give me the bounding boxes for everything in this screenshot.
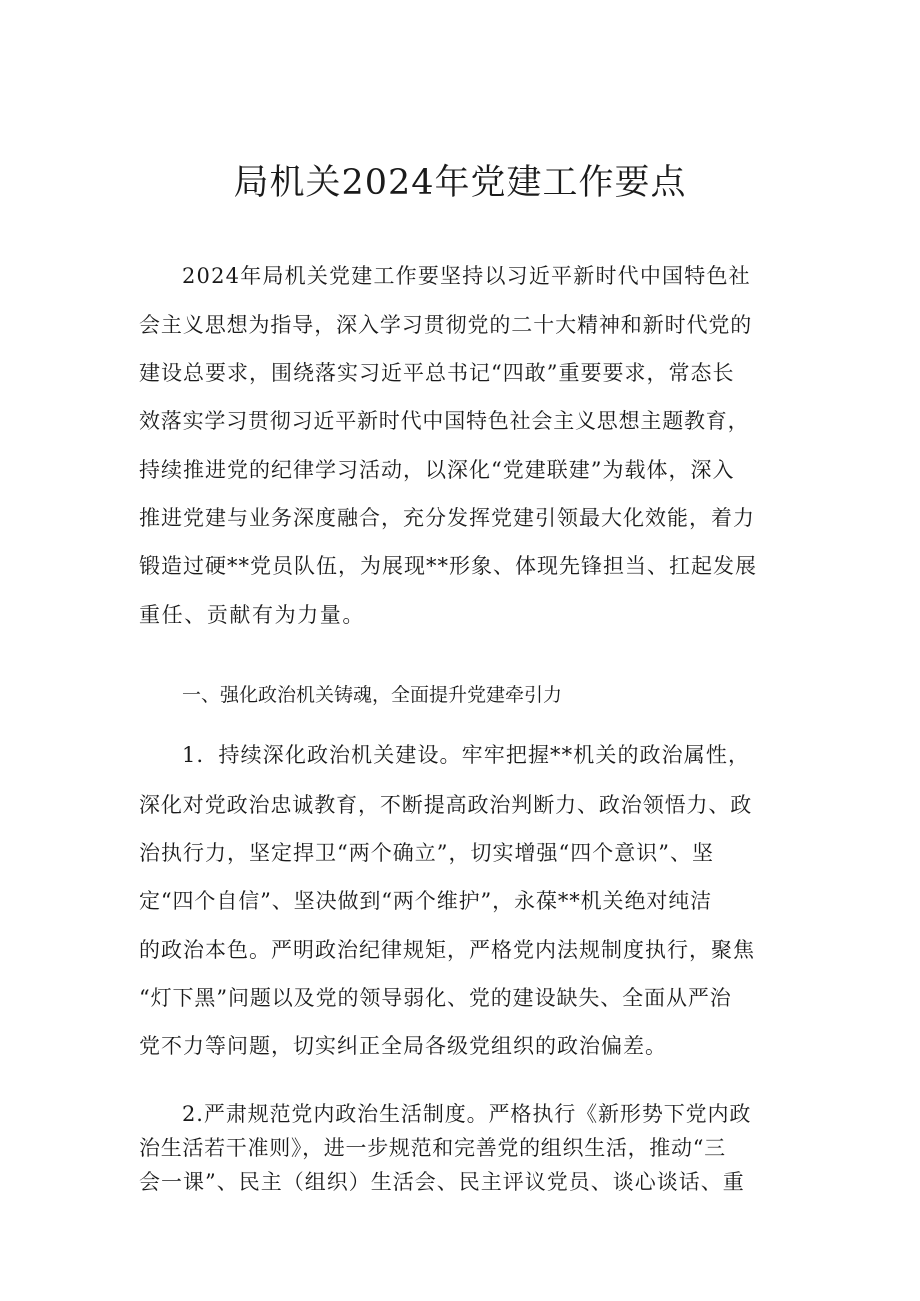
paragraph-line: 定“四个自信”、坚决做到“两个维护”，永葆**机关绝对纯洁: [139, 889, 713, 913]
paragraph-line: “灯下黑”问题以及党的领导弱化、党的建设缺失、全面从严治: [139, 986, 732, 1010]
paragraph-line: 深化对党政治忠诚教育，不断提高政治判断力、政治领悟力、政: [139, 793, 753, 817]
paragraph-line: 的政治本色。严明政治纪律规矩，严格党内法规制度执行，聚焦: [139, 938, 755, 962]
paragraph-line: 治执行力，坚定捍卫“两个确立”，切实增强“四个意识”、坚: [139, 841, 714, 865]
paragraph-line: 1．持续深化政治机关建设。牢牢把握**机关的政治属性，: [182, 743, 751, 767]
document-title: 局机关2024年党建工作要点: [233, 163, 687, 203]
paragraph-line: 会一课”、民主（组织）生活会、民主评议党员、谈心谈话、重: [139, 1170, 745, 1194]
paragraph-line: 效落实学习贯彻习近平新时代中国特色社会主义思想主题教育，: [139, 409, 750, 433]
paragraph-line: 会主义思想为指导，深入学习贯彻党的二十大精神和新时代党的: [139, 313, 753, 337]
paragraph-line: 建设总要求，围绕落实习近平总书记“四敢”重要要求，常态长: [139, 361, 735, 385]
paragraph-line: 持续推进党的纪律学习活动，以深化“党建联建”为载体，深入: [139, 458, 735, 482]
section-heading: 一、强化政治机关铸魂，全面提升党建牵引力: [182, 684, 563, 706]
paragraph-line: 治生活若干准则》，进一步规范和完善党的组织生活，推动“三: [139, 1136, 726, 1160]
paragraph-line: 2024年局机关党建工作要坚持以习近平新时代中国特色社: [182, 264, 751, 288]
paragraph-line: 党不力等问题，切实纠正全局各级党组织的政治偏差。: [139, 1034, 667, 1058]
paragraph-line: 锻造过硬**党员队伍，为展现**形象、体现先锋担当、扛起发展: [139, 554, 757, 578]
paragraph-line: 2.严肃规范党内政治生活制度。严格执行《新形势下党内政: [182, 1102, 752, 1126]
paragraph-line: 重任、贡献有为力量。: [139, 603, 365, 627]
paragraph-line: 推进党建与业务深度融合，充分发挥党建引领最大化效能，着力: [139, 506, 755, 530]
